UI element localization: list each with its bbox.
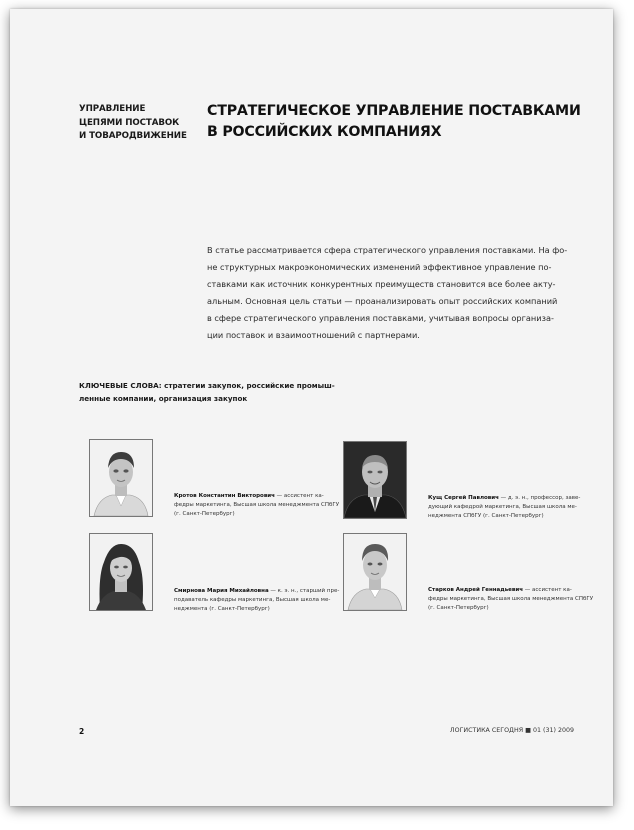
author-bio-line: (г. Санкт-Петербург) [174, 511, 235, 518]
keywords [79, 380, 379, 405]
author-bio-line: неджмента СПбГУ (г. Санкт-Петербург) [428, 513, 544, 520]
abstract-line: альным. Основная цель статьи — проанализировать опыт российских компаний [207, 296, 558, 306]
author-bio-line: федры маркетинга, Высшая школа менеджмента СПбГУ [174, 502, 340, 509]
keywords-line: ленные компании, организация закупок [79, 393, 248, 403]
author-starkov [428, 586, 594, 614]
abstract-line: ставками как источник конкурентных преимуществ становится все более акту- [207, 279, 556, 289]
section-label-line: И ТОВАРОДВИЖЕНИЕ [79, 131, 187, 141]
article-title-line: СТРАТЕГИЧЕСКОЕ УПРАВЛЕНИЕ ПОСТАВКАМИ [207, 103, 581, 119]
portrait-icon [90, 534, 152, 610]
author-bio-line: — к. э. н., старший пре- [268, 588, 340, 594]
section-label [79, 103, 199, 144]
author-bio-line: (г. Санкт-Петербург) [428, 605, 489, 612]
abstract-line: ции поставок и взаимоотношений с партнерами. [207, 330, 420, 340]
author-name: Смирнова Мария Михайловна [174, 588, 269, 594]
author-bio-line: дующий кафедрой маркетинга, Высшая школа ме- [428, 504, 577, 511]
author-name: Старков Андрей Геннадьевич [428, 587, 524, 593]
abstract-line: В статье рассматривается сфера стратегического управления поставками. На фо- [207, 245, 568, 255]
author-name: Кротов Константин Викторович [174, 493, 275, 499]
portrait-icon [90, 440, 152, 516]
author-krotov [174, 492, 340, 520]
author-photo-smirnova [89, 533, 153, 611]
author-name: Кущ Сергей Павлович [428, 495, 499, 501]
portrait-icon [344, 442, 406, 518]
abstract-line: в сфере стратегического управления поставками, учитывая вопросы организа- [207, 313, 554, 323]
abstract-line: не структурных макроэкономических изменений эффективное управление по- [207, 262, 552, 272]
author-smirnova [174, 587, 340, 615]
author-photo-kusch [343, 441, 407, 519]
author-kusch [428, 494, 580, 522]
article-title-line: В РОССИЙСКИХ КОМПАНИЯХ [207, 124, 442, 140]
page-number: 2 [79, 727, 85, 736]
author-photo-krotov [89, 439, 153, 517]
author-photo-starkov [343, 533, 407, 611]
article-abstract [207, 242, 577, 344]
author-bio-line: подаватель кафедры маркетинга, Высшая школа ме- [174, 597, 331, 604]
section-label-line: УПРАВЛЕНИЕ [79, 104, 146, 114]
author-bio-line: неджмента (г. Санкт-Петербург) [174, 606, 270, 613]
article-title [207, 101, 597, 143]
portrait-icon [344, 534, 406, 610]
author-bio-line: — ассистент ка- [274, 493, 324, 499]
journal-footer: ЛОГИСТИКА СЕГОДНЯ ■ 01 (31) 2009 [449, 727, 574, 734]
author-bio-line: федры маркетинга, Высшая школа менеджмента СПбГУ [428, 596, 594, 603]
author-bio-line: — ассистент ка- [523, 587, 572, 593]
section-label-line: ЦЕПЯМИ ПОСТАВОК [79, 117, 180, 128]
keywords-line: КЛЮЧЕВЫЕ СЛОВА: стратегии закупок, российские промыш- [79, 381, 335, 390]
author-bio-line: — д. э. н., профессор, заве- [498, 495, 581, 501]
